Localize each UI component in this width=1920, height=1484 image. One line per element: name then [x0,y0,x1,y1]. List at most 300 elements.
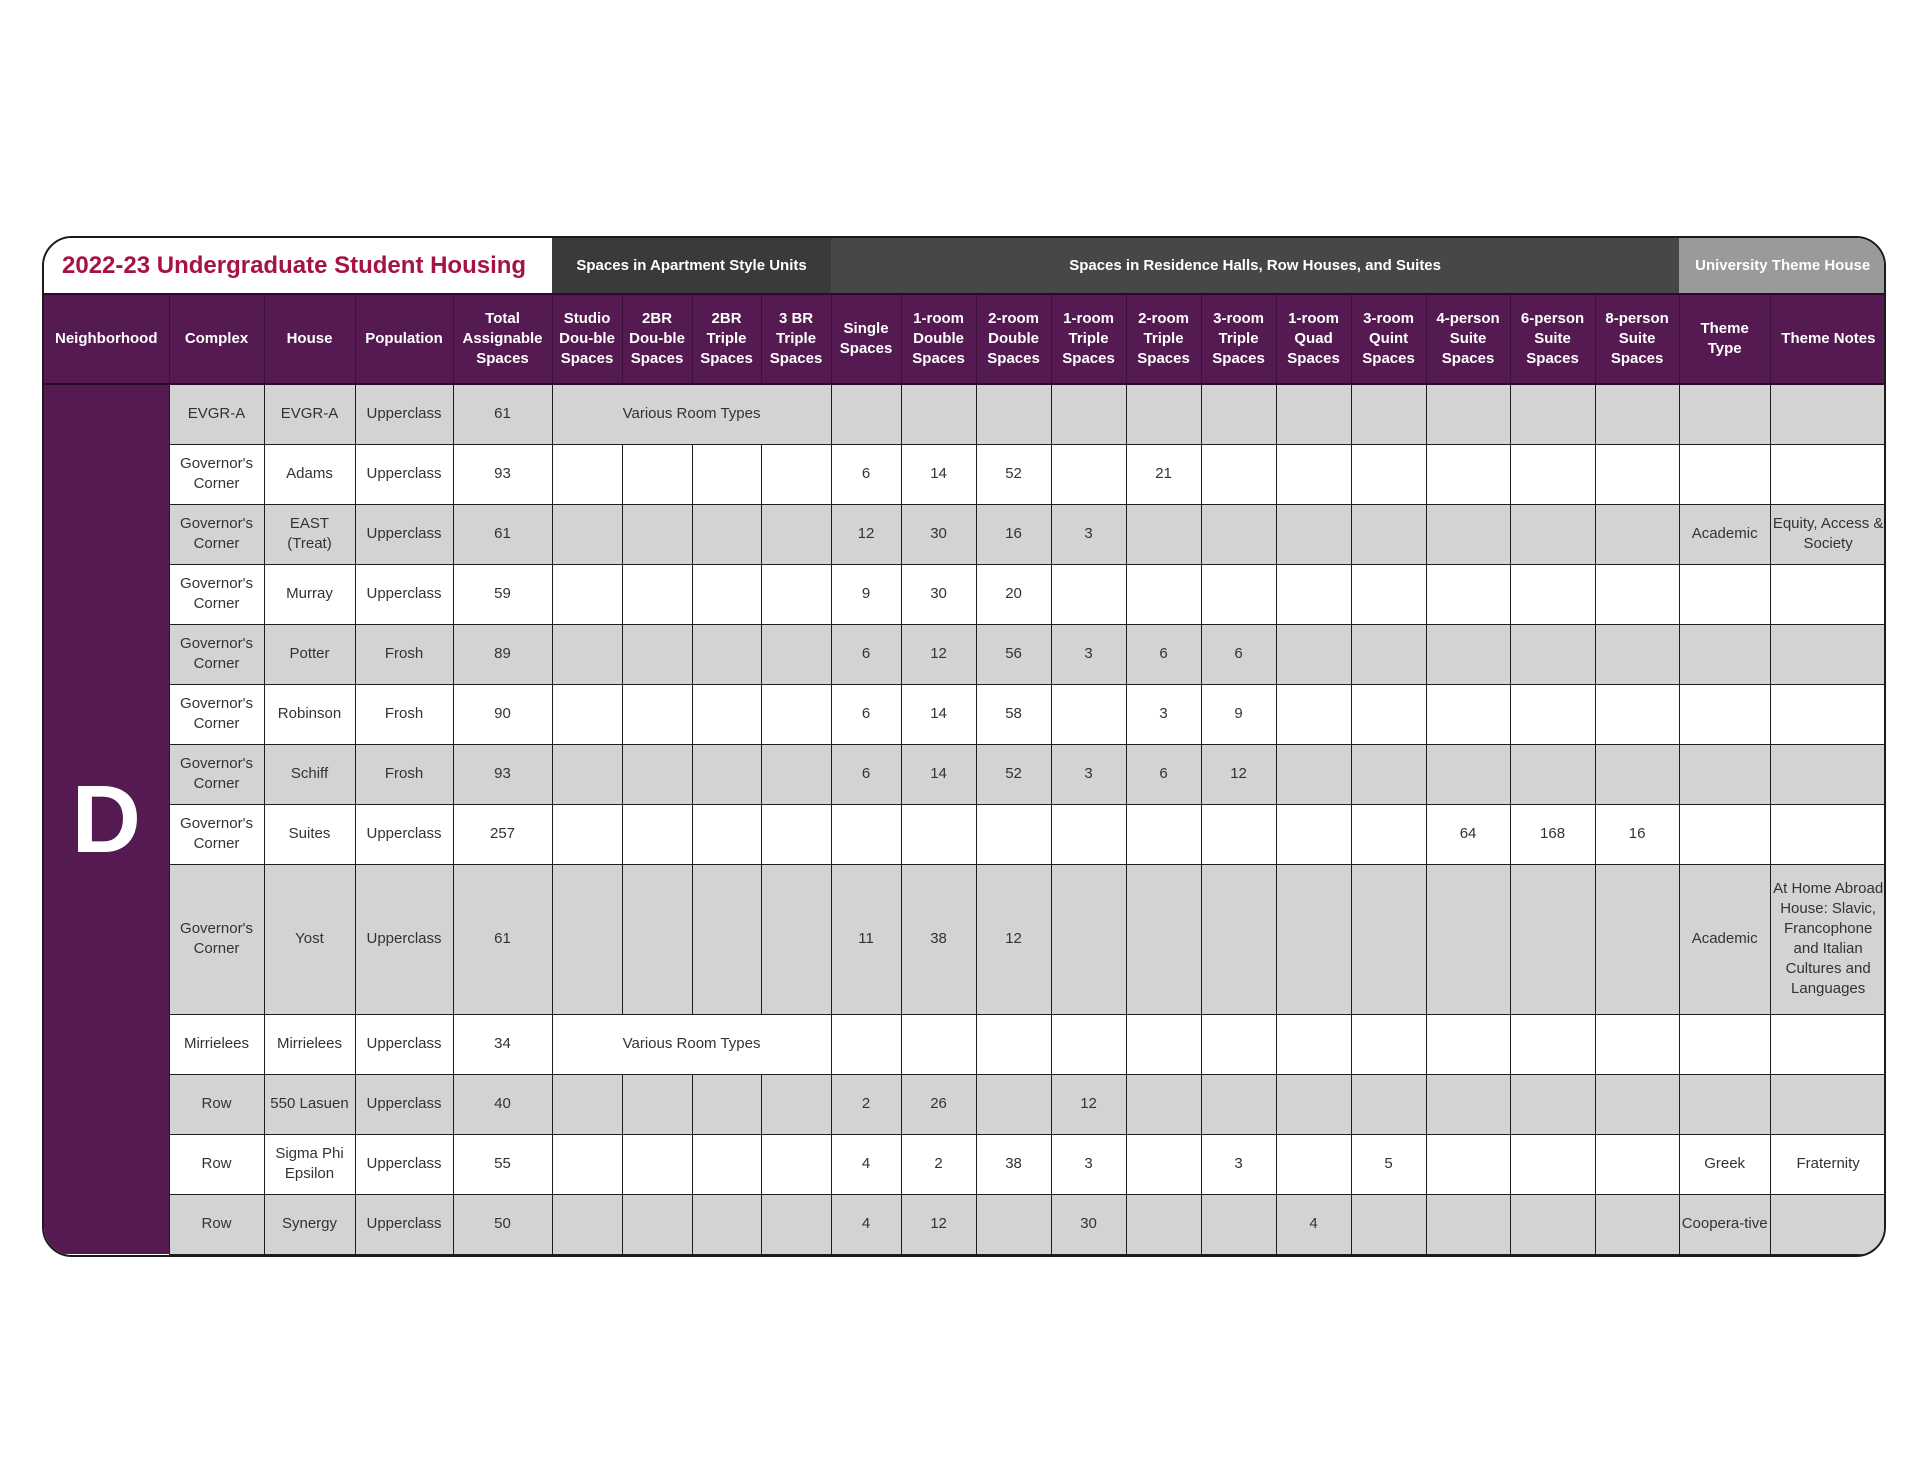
theme-notes-cell [1770,1194,1886,1254]
population-cell: Upperclass [355,564,453,624]
complex-cell: EVGR-A [169,384,264,444]
apartment-spaces-cell [692,864,761,1014]
housing-table [44,238,1886,1255]
residence-spaces-cell [1426,1194,1510,1254]
residence-spaces-cell: 6 [831,444,901,504]
residence-spaces-cell: 30 [901,564,976,624]
residence-spaces-cell [1201,1194,1276,1254]
theme-type-cell [1679,624,1770,684]
apartment-spaces-cell [552,624,622,684]
apartment-spaces-cell [552,744,622,804]
theme-notes-cell [1770,1074,1886,1134]
residence-spaces-cell: 3 [1201,1134,1276,1194]
page-title: 2022-23 Undergraduate Student Housing [44,238,552,294]
residence-spaces-cell [1276,564,1351,624]
apartment-spaces-cell [622,744,692,804]
residence-spaces-cell: 3 [1051,504,1126,564]
apartment-spaces-cell [692,564,761,624]
residence-spaces-cell: 21 [1126,444,1201,504]
residence-spaces-cell: 12 [1051,1074,1126,1134]
apartment-spaces-cell [622,624,692,684]
residence-spaces-cell [1426,1074,1510,1134]
complex-cell: Governor's Corner [169,564,264,624]
residence-spaces-cell [1126,504,1201,564]
header-total: Total Assignable Spaces [453,294,552,384]
residence-spaces-cell [1276,804,1351,864]
residence-spaces-cell [1276,864,1351,1014]
residence-spaces-cell [1510,1014,1595,1074]
residence-spaces-cell: 30 [1051,1194,1126,1254]
header-8person-suite: 8-person Suite Spaces [1595,294,1679,384]
band-residence-header: Spaces in Residence Halls, Row Houses, and Suites [831,238,1679,294]
total-spaces-cell: 50 [453,1194,552,1254]
residence-spaces-cell: 12 [901,1194,976,1254]
header-2room-double: 2-room Double Spaces [976,294,1051,384]
residence-spaces-cell [1510,1134,1595,1194]
population-cell: Frosh [355,744,453,804]
apartment-spaces-cell [692,504,761,564]
residence-spaces-cell [976,1194,1051,1254]
apartment-spaces-cell [552,1074,622,1134]
residence-spaces-cell: 6 [831,624,901,684]
apartment-spaces-cell [761,804,831,864]
residence-spaces-cell [901,804,976,864]
residence-spaces-cell [831,1014,901,1074]
apartment-spaces-cell [622,804,692,864]
table-row [44,1074,1886,1134]
residence-spaces-cell: 168 [1510,804,1595,864]
header-2room-triple: 2-room Triple Spaces [1126,294,1201,384]
residence-spaces-cell [1276,744,1351,804]
total-spaces-cell: 90 [453,684,552,744]
residence-spaces-cell [1510,384,1595,444]
apartment-spaces-cell [622,564,692,624]
house-cell: EAST (Treat) [264,504,355,564]
residence-spaces-cell: 38 [901,864,976,1014]
residence-spaces-cell [1351,804,1426,864]
residence-spaces-cell [1201,444,1276,504]
apartment-spaces-cell [692,804,761,864]
residence-spaces-cell [1351,1074,1426,1134]
residence-spaces-cell [1126,1014,1201,1074]
population-cell: Upperclass [355,504,453,564]
residence-spaces-cell [1051,444,1126,504]
residence-spaces-cell: 14 [901,444,976,504]
residence-spaces-cell [1276,384,1351,444]
population-cell: Upperclass [355,804,453,864]
residence-spaces-cell [1510,744,1595,804]
residence-spaces-cell: 30 [901,504,976,564]
residence-spaces-cell [1126,564,1201,624]
residence-spaces-cell [1595,744,1679,804]
residence-spaces-cell: 6 [831,684,901,744]
residence-spaces-cell [1201,1074,1276,1134]
theme-type-cell [1679,684,1770,744]
house-cell: Murray [264,564,355,624]
residence-spaces-cell: 4 [1276,1194,1351,1254]
residence-spaces-cell [1051,384,1126,444]
residence-spaces-cell [1201,864,1276,1014]
header-1room-triple: 1-room Triple Spaces [1051,294,1126,384]
theme-type-cell [1679,444,1770,504]
residence-spaces-cell [1126,1194,1201,1254]
population-cell: Upperclass [355,444,453,504]
residence-spaces-cell [1351,564,1426,624]
theme-notes-cell: At Home Abroad House: Slavic, Francophone and Italian Cultures and Languages [1770,864,1886,1014]
residence-spaces-cell [1351,1014,1426,1074]
theme-notes-cell [1770,744,1886,804]
house-cell: Robinson [264,684,355,744]
population-cell: Upperclass [355,1074,453,1134]
header-6person-suite: 6-person Suite Spaces [1510,294,1595,384]
apartment-spaces-cell [761,504,831,564]
table-row [44,444,1886,504]
apartment-spaces-cell [552,564,622,624]
header-2br-double: 2BR Dou-ble Spaces [622,294,692,384]
header-1room-quad: 1-room Quad Spaces [1276,294,1351,384]
residence-spaces-cell: 12 [976,864,1051,1014]
residence-spaces-cell [976,1074,1051,1134]
header-studio-double: Studio Dou-ble Spaces [552,294,622,384]
theme-type-cell [1679,1074,1770,1134]
residence-spaces-cell: 3 [1126,684,1201,744]
residence-spaces-cell [1201,384,1276,444]
table-row [44,804,1886,864]
complex-cell: Governor's Corner [169,624,264,684]
header-2br-triple: 2BR Triple Spaces [692,294,761,384]
residence-spaces-cell [1595,1014,1679,1074]
apartment-spaces-cell [692,1074,761,1134]
various-room-types-cell: Various Room Types [552,1014,831,1074]
residence-spaces-cell: 16 [976,504,1051,564]
residence-spaces-cell [1201,1014,1276,1074]
total-spaces-cell: 34 [453,1014,552,1074]
apartment-spaces-cell [622,504,692,564]
residence-spaces-cell [1426,1014,1510,1074]
residence-spaces-cell: 4 [831,1134,901,1194]
theme-notes-cell [1770,684,1886,744]
residence-spaces-cell: 20 [976,564,1051,624]
residence-spaces-cell: 4 [831,1194,901,1254]
residence-spaces-cell [1510,504,1595,564]
header-theme-type: Theme Type [1679,294,1770,384]
apartment-spaces-cell [692,624,761,684]
table-row [44,1014,1886,1074]
residence-spaces-cell [831,384,901,444]
residence-spaces-cell [1351,444,1426,504]
theme-type-cell: Greek [1679,1134,1770,1194]
residence-spaces-cell [1510,444,1595,504]
residence-spaces-cell: 3 [1051,624,1126,684]
residence-spaces-cell [1351,864,1426,1014]
residence-spaces-cell [1510,1194,1595,1254]
theme-type-cell [1679,1014,1770,1074]
residence-spaces-cell: 11 [831,864,901,1014]
house-cell: Suites [264,804,355,864]
residence-spaces-cell [1426,744,1510,804]
residence-spaces-cell [1426,624,1510,684]
residence-spaces-cell: 38 [976,1134,1051,1194]
apartment-spaces-cell [692,444,761,504]
residence-spaces-cell [1426,564,1510,624]
residence-spaces-cell [1770,384,1886,444]
residence-spaces-cell: 5 [1351,1134,1426,1194]
residence-spaces-cell: 26 [901,1074,976,1134]
house-cell: Mirrielees [264,1014,355,1074]
residence-spaces-cell: 16 [1595,804,1679,864]
residence-spaces-cell: 52 [976,444,1051,504]
residence-spaces-cell [1276,1074,1351,1134]
table-row [44,564,1886,624]
total-spaces-cell: 40 [453,1074,552,1134]
residence-spaces-cell: 58 [976,684,1051,744]
total-spaces-cell: 55 [453,1134,552,1194]
header-3room-triple: 3-room Triple Spaces [1201,294,1276,384]
theme-notes-cell [1770,804,1886,864]
apartment-spaces-cell [692,1134,761,1194]
residence-spaces-cell [1276,624,1351,684]
total-spaces-cell: 257 [453,804,552,864]
apartment-spaces-cell [552,864,622,1014]
apartment-spaces-cell [622,1074,692,1134]
residence-spaces-cell [1510,864,1595,1014]
residence-spaces-cell [1510,1074,1595,1134]
table-row [44,1134,1886,1194]
complex-cell: Row [169,1134,264,1194]
apartment-spaces-cell [622,1194,692,1254]
apartment-spaces-cell [552,1194,622,1254]
complex-cell: Governor's Corner [169,504,264,564]
residence-spaces-cell [1051,564,1126,624]
total-spaces-cell: 61 [453,864,552,1014]
residence-spaces-cell [1595,1134,1679,1194]
neighborhood-letter: D [71,765,141,873]
residence-spaces-cell: 9 [831,564,901,624]
residence-spaces-cell [1051,804,1126,864]
total-spaces-cell: 89 [453,624,552,684]
apartment-spaces-cell [761,1194,831,1254]
table-body [44,384,1886,1254]
table-row [44,384,1886,444]
theme-type-cell: Academic [1679,504,1770,564]
population-cell: Upperclass [355,1014,453,1074]
residence-spaces-cell [1351,1194,1426,1254]
residence-spaces-cell: 14 [901,744,976,804]
residence-spaces-cell: 12 [1201,744,1276,804]
residence-spaces-cell [1510,624,1595,684]
complex-cell: Governor's Corner [169,744,264,804]
apartment-spaces-cell [761,624,831,684]
total-spaces-cell: 61 [453,384,552,444]
complex-cell: Governor's Corner [169,804,264,864]
total-spaces-cell: 61 [453,504,552,564]
residence-spaces-cell [831,804,901,864]
table-row [44,864,1886,1014]
complex-cell: Mirrielees [169,1014,264,1074]
residence-spaces-cell [1426,684,1510,744]
apartment-spaces-cell [692,1194,761,1254]
residence-spaces-cell [1595,624,1679,684]
residence-spaces-cell [1276,504,1351,564]
apartment-spaces-cell [761,1074,831,1134]
theme-notes-cell [1770,1014,1886,1074]
population-cell: Upperclass [355,384,453,444]
house-cell: Yost [264,864,355,1014]
residence-spaces-cell: 6 [831,744,901,804]
house-cell: Adams [264,444,355,504]
neighborhood-cell [44,384,169,1254]
residence-spaces-cell [1426,1134,1510,1194]
apartment-spaces-cell [552,444,622,504]
apartment-spaces-cell [692,684,761,744]
residence-spaces-cell [976,804,1051,864]
apartment-spaces-cell [552,1134,622,1194]
residence-spaces-cell: 6 [1126,624,1201,684]
complex-cell: Row [169,1074,264,1134]
residence-spaces-cell: 6 [1201,624,1276,684]
theme-notes-cell: Fraternity [1770,1134,1886,1194]
header-theme-notes: Theme Notes [1770,294,1886,384]
theme-notes-cell [1770,444,1886,504]
residence-spaces-cell [1426,504,1510,564]
theme-notes-cell: Equity, Access & Society [1770,504,1886,564]
header-3room-quint: 3-room Quint Spaces [1351,294,1426,384]
apartment-spaces-cell [622,864,692,1014]
residence-spaces-cell [1595,384,1679,444]
residence-spaces-cell [1276,1134,1351,1194]
theme-type-cell [1679,744,1770,804]
table-row [44,1194,1886,1254]
residence-spaces-cell [1276,1014,1351,1074]
apartment-spaces-cell [692,744,761,804]
residence-spaces-cell: 3 [1051,744,1126,804]
residence-spaces-cell [1126,384,1201,444]
house-cell: 550 Lasuen [264,1074,355,1134]
theme-type-cell: Coopera-tive [1679,1194,1770,1254]
house-cell: Potter [264,624,355,684]
theme-type-cell [1679,804,1770,864]
residence-spaces-cell [1595,564,1679,624]
residence-spaces-cell [1351,624,1426,684]
various-room-types-cell: Various Room Types [552,384,831,444]
residence-spaces-cell: 56 [976,624,1051,684]
apartment-spaces-cell [552,804,622,864]
complex-cell: Governor's Corner [169,684,264,744]
residence-spaces-cell: 14 [901,684,976,744]
residence-spaces-cell [1426,384,1510,444]
residence-spaces-cell [901,384,976,444]
housing-table-card [42,236,1886,1257]
header-1room-double: 1-room Double Spaces [901,294,976,384]
population-cell: Upperclass [355,1134,453,1194]
residence-spaces-cell [1510,564,1595,624]
complex-cell: Row [169,1194,264,1254]
population-cell: Upperclass [355,1194,453,1254]
residence-spaces-cell [1595,444,1679,504]
apartment-spaces-cell [622,1134,692,1194]
header-3br-triple: 3 BR Triple Spaces [761,294,831,384]
theme-notes-cell [1770,564,1886,624]
residence-spaces-cell [901,1014,976,1074]
band-apartment-header: Spaces in Apartment Style Units [552,238,831,294]
residence-spaces-cell [1201,564,1276,624]
residence-spaces-cell [1201,804,1276,864]
residence-spaces-cell [1426,444,1510,504]
header-single: Single Spaces [831,294,901,384]
residence-spaces-cell [1126,864,1201,1014]
residence-spaces-cell [1276,684,1351,744]
header-population: Population [355,294,453,384]
house-cell: EVGR-A [264,384,355,444]
apartment-spaces-cell [761,684,831,744]
header-complex: Complex [169,294,264,384]
residence-spaces-cell [976,1014,1051,1074]
theme-type-cell [1679,564,1770,624]
table-row [44,744,1886,804]
residence-spaces-cell: 6 [1126,744,1201,804]
band-theme-header: University Theme House [1679,238,1886,294]
house-cell: Sigma Phi Epsilon [264,1134,355,1194]
residence-spaces-cell [1276,444,1351,504]
header-neighborhood: Neighborhood [44,294,169,384]
house-cell: Synergy [264,1194,355,1254]
residence-spaces-cell: 12 [901,624,976,684]
apartment-spaces-cell [622,684,692,744]
header-4person-suite: 4-person Suite Spaces [1426,294,1510,384]
apartment-spaces-cell [761,564,831,624]
residence-spaces-cell [1351,684,1426,744]
total-spaces-cell: 93 [453,744,552,804]
residence-spaces-cell [1595,1074,1679,1134]
total-spaces-cell: 59 [453,564,552,624]
residence-spaces-cell [1126,804,1201,864]
residence-spaces-cell [1426,864,1510,1014]
residence-spaces-cell: 9 [1201,684,1276,744]
table-row [44,624,1886,684]
theme-notes-cell [1770,624,1886,684]
theme-type-cell: Academic [1679,864,1770,1014]
residence-spaces-cell [1126,1134,1201,1194]
residence-spaces-cell: 12 [831,504,901,564]
residence-spaces-cell [1595,504,1679,564]
population-cell: Frosh [355,684,453,744]
residence-spaces-cell [1051,1014,1126,1074]
residence-spaces-cell: 2 [901,1134,976,1194]
apartment-spaces-cell [761,744,831,804]
residence-spaces-cell [1351,384,1426,444]
residence-spaces-cell [1595,1194,1679,1254]
residence-spaces-cell: 3 [1051,1134,1126,1194]
table-row [44,504,1886,564]
residence-spaces-cell: 64 [1426,804,1510,864]
residence-spaces-cell [1679,384,1770,444]
apartment-spaces-cell [552,504,622,564]
table-row [44,684,1886,744]
residence-spaces-cell [1595,864,1679,1014]
house-cell: Schiff [264,744,355,804]
apartment-spaces-cell [761,444,831,504]
apartment-spaces-cell [552,684,622,744]
residence-spaces-cell [1510,684,1595,744]
total-spaces-cell: 93 [453,444,552,504]
complex-cell: Governor's Corner [169,444,264,504]
complex-cell: Governor's Corner [169,864,264,1014]
population-cell: Frosh [355,624,453,684]
apartment-spaces-cell [622,444,692,504]
residence-spaces-cell [1126,1074,1201,1134]
residence-spaces-cell [1351,504,1426,564]
apartment-spaces-cell [761,864,831,1014]
